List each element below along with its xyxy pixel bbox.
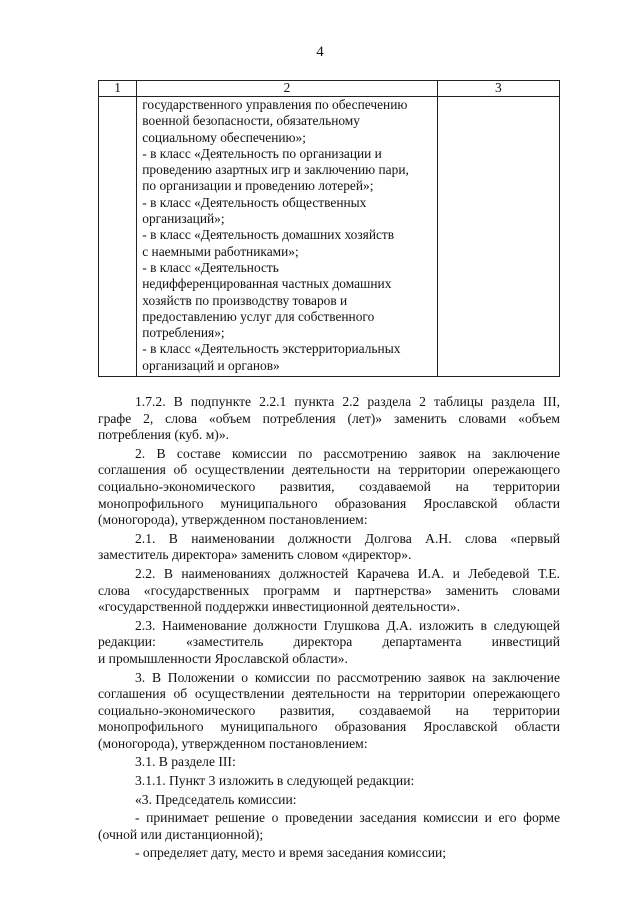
table-row <box>99 97 560 377</box>
table-line: - в класс «Деятельность <box>142 259 279 275</box>
table-header-col3: 3 <box>437 81 559 97</box>
paragraph <box>98 446 560 529</box>
paragraph-line: редакции: «заместитель директора департамента инвестиций <box>98 634 560 650</box>
table-header-col2: 2 <box>137 81 437 97</box>
table-line: хозяйств по производству товаров и <box>142 292 348 308</box>
table-cell-col1 <box>99 97 137 377</box>
paragraph-line: 3.1. В разделе III: <box>135 754 236 770</box>
table-header-row <box>99 81 560 97</box>
table-line: организаций»; <box>142 211 225 227</box>
paragraph-line: - принимает решение о проведении заседания комиссии и его форме <box>135 810 560 826</box>
table-line: по организации и проведению лотерей»; <box>142 178 374 194</box>
paragraph-line: 2. В составе комиссии по рассмотрению заявок на заключение <box>135 445 560 461</box>
paragraph-line: социально-экономического развития, создаваемой на территории <box>98 702 560 718</box>
table-line: - в класс «Деятельность по организации и <box>142 145 382 161</box>
table-line: государственного управления по обеспечению <box>142 97 408 112</box>
paragraph <box>98 845 560 862</box>
paragraph-line: - определяет дату, место и время заседания комиссии; <box>135 845 447 861</box>
paragraph-line: социально-экономического развития, создаваемой на территории <box>98 478 560 494</box>
paragraph-line: графе 2, слова «объем потребления (лет)» заменить словами «объем <box>98 410 560 426</box>
table-line: недифференцированная частных домашних <box>142 276 392 292</box>
table-line: потребления»; <box>142 325 225 341</box>
table-cell-col2 <box>137 97 437 377</box>
paragraph-line: потребления (куб. м)». <box>98 427 230 443</box>
table-line: предоставлению услуг для собственного <box>142 308 375 324</box>
paragraph-line: «государственной поддержки инвестиционной деятельности». <box>98 599 460 615</box>
paragraph-line: «3. Председатель комиссии: <box>135 791 297 807</box>
table-header-col1: 1 <box>99 81 137 97</box>
paragraph-line: и промышленности Ярославской области». <box>98 650 348 666</box>
document-body <box>98 394 560 864</box>
paragraph-line: 2.3. Наименование должности Глушкова Д.А. изложить в следующей <box>135 617 560 633</box>
paragraph-line: 2.2. В наименованиях должностей Карачева И.А. и Лебедевой Т.Е. <box>135 565 560 581</box>
table-cell-col3 <box>437 97 559 377</box>
page-number: 4 <box>316 44 324 60</box>
paragraph-line: соглашения об осуществлении деятельности на территории опережающего <box>98 462 560 478</box>
paragraph <box>98 394 560 444</box>
paragraph-line: 3.1.1. Пункт 3 изложить в следующей редакции: <box>135 773 415 789</box>
paragraph-line: (очной или дистанционной); <box>98 826 264 842</box>
table-line: - в класс «Деятельность экстерриториальных <box>142 341 401 357</box>
paragraph-line: 2.1. В наименовании должности Долгова А.Н. слова «первый <box>135 530 560 546</box>
paragraph <box>98 566 560 616</box>
paragraph-line: (моногорода), утвержденном постановлением: <box>98 512 368 528</box>
paragraph <box>98 792 560 809</box>
table-cell-text <box>137 97 436 376</box>
table-line: с наемными работниками»; <box>142 243 299 259</box>
paragraph-line: (моногорода), утвержденном постановлением: <box>98 735 368 751</box>
paragraph <box>98 754 560 771</box>
table-line: - в класс «Деятельность домашних хозяйств <box>142 227 395 243</box>
paragraph-line: заместитель директора» заменить словом «директор». <box>98 547 412 563</box>
paragraph <box>98 531 560 564</box>
paragraph-line: монопрофильного муниципального образования Ярославской области <box>98 719 560 735</box>
paragraph <box>98 810 560 843</box>
paragraph <box>98 773 560 790</box>
paragraph-line: слова «государственных программ и партнерства» заменить словами <box>98 582 560 598</box>
table-line: проведению азартных игр и заключению пари, <box>142 162 409 178</box>
paragraph-line: 3. В Положении о комиссии по рассмотрению заявок на заключение <box>135 669 560 685</box>
paragraph <box>98 670 560 753</box>
paragraph <box>98 618 560 668</box>
table-line: - в класс «Деятельность общественных <box>142 194 367 210</box>
table-line: социальному обеспечению»; <box>142 129 306 145</box>
paragraph-line: соглашения об осуществлении деятельности на территории опережающего <box>98 686 560 702</box>
paragraph-line: монопрофильного муниципального образования Ярославской области <box>98 495 560 511</box>
paragraph-line: 1.7.2. В подпункте 2.2.1 пункта 2.2 раздела 2 таблицы раздела III, <box>135 394 560 409</box>
document-table <box>98 80 560 377</box>
table-line: военной безопасности, обязательному <box>142 113 360 129</box>
table-line: организаций и органов» <box>142 357 280 373</box>
